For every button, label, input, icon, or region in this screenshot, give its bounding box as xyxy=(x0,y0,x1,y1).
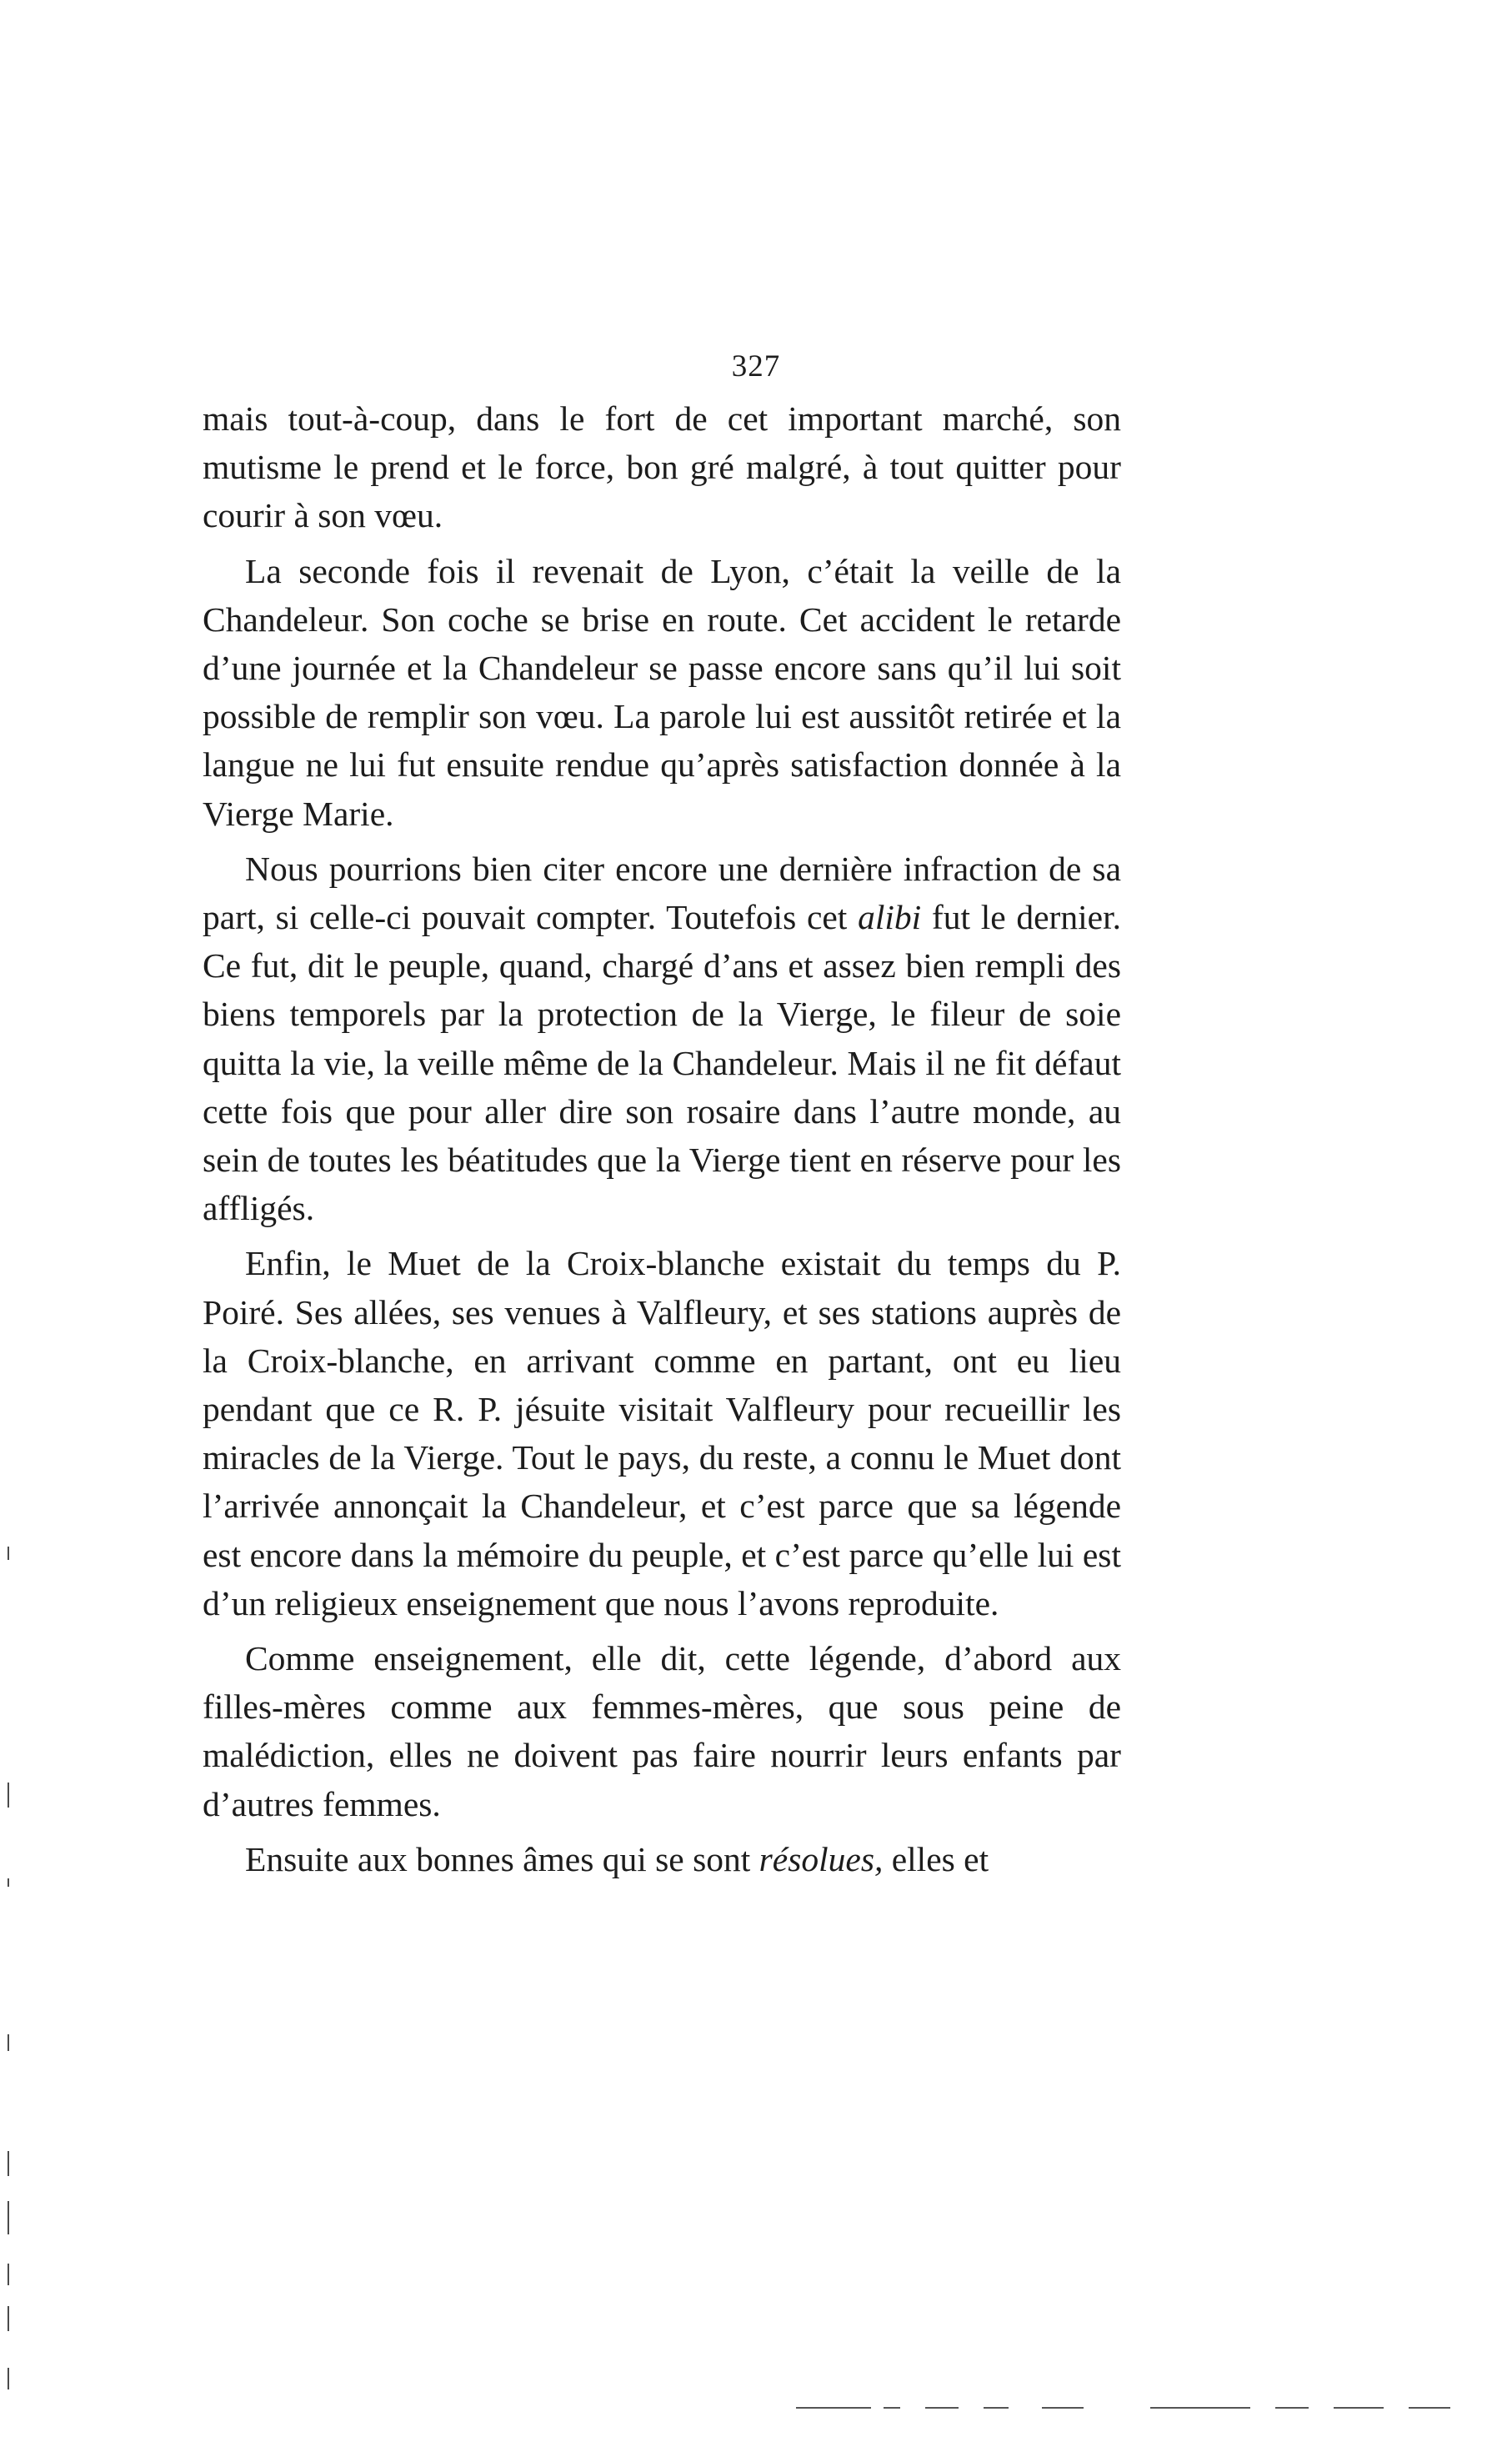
paragraph-2 xyxy=(203,547,1121,838)
scan-edge-mark xyxy=(8,1878,9,1887)
paragraph-1 xyxy=(203,394,1121,540)
italic-text-segment: alibi xyxy=(858,898,922,937)
scan-bottom-mark xyxy=(1334,2407,1384,2409)
body-text xyxy=(203,394,1121,1883)
text-segment: Enfin, le Muet de la Croix-blanche existait du temps du P. Poiré. Ses allées, ses venues à Valfleury, et ses stations auprès de la Croix-blanche, en arrivant comme en partant, ont eu lieu pendant que ce R. P. jésuite visitait Valfleury pour recueillir les miracles de la Vierge. Tout le pays, du reste, a connu le Muet dont l’arrivée annonçait la Chandeleur, et c’est parce que sa légende est encore dans la mémoire du peuple, et c’est parce qu’elle lui est d’un religieux enseignement que nous l’avons reproduite. xyxy=(203,1244,1121,1622)
scan-bottom-mark xyxy=(1275,2407,1309,2409)
scan-bottom-mark xyxy=(1150,2407,1250,2409)
scan-edge-mark xyxy=(8,2034,9,2051)
page-number: 327 xyxy=(731,349,781,384)
text-segment: Ensuite aux bonnes âmes qui se sont xyxy=(245,1839,759,1878)
scan-edge-mark xyxy=(8,2151,9,2176)
text-segment: La seconde fois il revenait de Lyon, c’était la veille de la Chandeleur. Son coche se brise en route. Cet accident le retarde d’une journée et la Chandeleur se passe encore sans qu’il lui soit possible de remplir son vœu. La parole lui est aussitôt retirée et la langue ne lui fut ensuite rendue qu’après satisfaction donnée à la Vierge Marie. xyxy=(203,551,1121,833)
paragraph-3 xyxy=(203,845,1121,1233)
scan-bottom-mark xyxy=(796,2407,871,2409)
scan-edge-mark xyxy=(8,2201,9,2234)
paragraph-6 xyxy=(203,1835,1121,1883)
scan-edge-mark xyxy=(8,2306,9,2331)
text-segment: Nous pourrions bien citer encore une dernière infraction de sa part, si celle-ci pouvait compter. Toutefois cet xyxy=(203,849,1121,937)
scan-bottom-mark xyxy=(984,2407,1009,2409)
scan-edge-mark xyxy=(8,2264,9,2285)
scan-bottom-mark xyxy=(1409,2407,1450,2409)
text-segment: mais tout-à-coup, dans le fort de cet important marché, son mutisme le prend et le force, bon gré malgré, à tout quitter pour courir à son vœu. xyxy=(203,399,1121,535)
text-segment: Comme enseignement, elle dit, cette légende, d’abord aux filles-mères comme aux femmes-mères, que sous peine de malédiction, elles ne doivent pas faire nourrir leurs enfants par d’autres femmes. xyxy=(203,1639,1121,1823)
scan-bottom-mark xyxy=(925,2407,959,2409)
scan-bottom-mark xyxy=(884,2407,900,2409)
scan-edge-mark xyxy=(8,1783,9,1808)
paragraph-5 xyxy=(203,1634,1121,1828)
scan-bottom-mark xyxy=(1042,2407,1084,2409)
italic-text-segment: résolues, xyxy=(759,1839,884,1878)
paragraph-4 xyxy=(203,1239,1121,1627)
scan-edge-mark xyxy=(8,2368,9,2389)
text-segment: elles et xyxy=(883,1839,989,1878)
text-segment: fut le dernier. Ce fut, dit le peuple, quand, chargé d’ans et assez bien rempli des biens temporels par la protection de la Vierge, le fileur de soie quitta la vie, la veille même de la Chandeleur. Mais il ne fit défaut cette fois que pour aller dire son rosaire dans l’autre monde, au sein de toutes les béatitudes que la Vierge tient en réserve pour les affligés. xyxy=(203,898,1121,1228)
scan-edge-mark xyxy=(8,1547,9,1560)
